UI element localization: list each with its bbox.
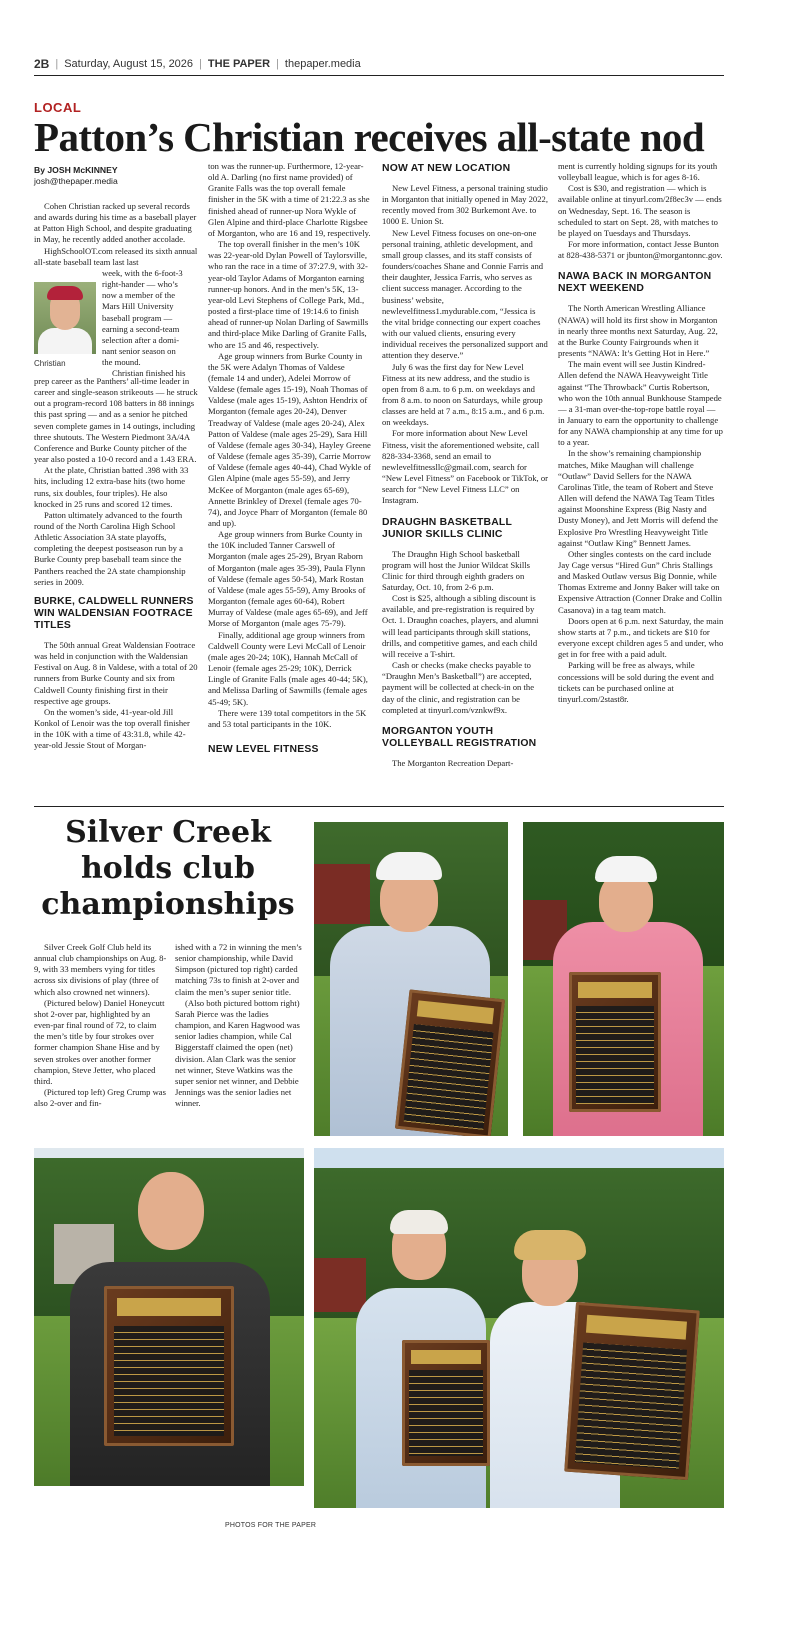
paragraph: (Pictured top left) Greg Crump was also 2-over and fin- [34, 1087, 166, 1109]
page-header [34, 57, 724, 75]
photo-ladies-champions [314, 1148, 724, 1508]
photo-face [138, 1172, 204, 1250]
paragraph: Cohen Christian racked up several records and awards during his time as a baseball player at Patton High School, and despite graduating in May, he recently added another accolade. [34, 201, 197, 245]
photo-senior-champion [314, 822, 508, 1136]
plaque-plate [411, 1350, 481, 1364]
wrap-line: baseball program — [102, 312, 173, 323]
photo-super-senior-champion [523, 822, 724, 1136]
byline [34, 165, 198, 176]
paragraph: (Pictured below) Daniel Honeycutt shot 2-over par, highlighted by an even-par final round of 72, to claim the men’s title by four strokes over former champion Shane Hise and by seven strokes over another former champion, Steve Jetter, who placed third. [34, 997, 165, 1086]
paragraph: Cost is $30, and registration — which is available online at tinyurl.com/2f8ec3v — ends on Wednesday, Sept. 16. The season is scheduled to start on Sept. 28, with matches to be played on Tuesdays and Thursdays. [558, 183, 722, 238]
plaque-plate [586, 1315, 686, 1340]
wrap-line: right-hander — who’s [102, 279, 178, 290]
plaque-nameplates [114, 1326, 223, 1436]
championship-plaque [569, 972, 661, 1112]
paragraph: The Morganton Recreation Depart- [392, 757, 514, 768]
subhead-new-level-fitness: NEW LEVEL FITNESS [208, 743, 319, 755]
paragraph: There were 139 total competitors in the 5K and 53 total participants in the 10K. [208, 707, 367, 729]
paragraph: Age group winners from Burke County in the 10K included Tanner Carswell of Morganton (male ages 25-29), Bryan Raborn of Morganton (male ages 35-39), Paula Flynn of Valdese (female ages 50-54), Mark Rostan of Valdese (male ages 55-59), Amy Brooks of Morganton (female ages 60-64), Robert Murray of Valdese (male ages 65-69), and Jeff Morse of Morganton (male ages 75-79). [208, 529, 368, 629]
paragraph: The North American Wrestling Alliance (NAWA) will hold its first show in Morganton in nearly three months next Saturday, Aug. 22, at the Burke County Fairgrounds when it presents “NAWA: It’s Getting Hot in Here.” [558, 303, 718, 359]
plaque-nameplates [403, 1024, 493, 1130]
subhead-runners: BURKE, CALDWELL RUNNERS WIN WALDENSIAN FOOTRACE TITLES [34, 595, 194, 631]
paragraph: The Draughn High School basketball program will host the Junior Wildcat Skills Clinic for third through eighth graders on Saturday, Oct. 10, from 2-6 p.m. [382, 548, 530, 592]
paragraph: Doors open at 6 p.m. next Saturday, the main show starts at 7 p.m., and tickets are $10 for everyone except children ages 5 and under, who get in for free with a paid adult. [558, 615, 724, 660]
article-headline: Patton’s Christian receives all-state nod [34, 114, 705, 160]
plaque-nameplates [409, 1370, 483, 1456]
paragraph: Age group winners from Burke County in the 5K were Adalyn Thomas of Valdese (female 14 and under), Adelei Morrow of Valdese (female ages 15-19), Noah Thomas of Valdese (male ages 15-19), Ashton Hendrix of Morganton (female ages 20-24), Denver Treadway of Valdese (male ages 20-24), Alex Patton of Valdese (male ages 25-29), Sara Hill of Valdese (female ages 30-34), Hayley Greene of Valdese (female ages 35-39), Carrie Morrow of Valdese (female ages 40-44), Chad Wykle of Glen Alpine (male ages 55-59), and Jerry McKee of Morganton (male ages 65-69), Annette Brinkley of Drexel (female ages 70-74), and Joyce Pharr of Morganton (female 80 and up). [208, 350, 371, 528]
article2-column-2 [175, 942, 305, 1109]
championship-plaque [104, 1286, 234, 1446]
wrap-line: the mound. [102, 357, 141, 368]
photo-mens-champion [34, 1148, 304, 1486]
paragraph: For more information about New Level Fitness, visit the aforementioned website, call 828-334-3368, send an email to newlevelfitnessllc@gmail.com, search for “New Level Fitness” on Facebook or TikTok, or search for “New Level Fitness LLC” on Instagram. [382, 428, 548, 506]
paragraph: prep career as the Panthers’ all-time leader in career and single-season strikeouts — he struck out a program-record 108 batters in 88 innings this past spring — and as a senior he pitched seven complete games in 14 outings, including three shutouts. The Western Piedmont 3A/4A Conference and Burke County pitcher of the year also posted a 10-0 record and a 1.43 ERA. [34, 375, 198, 465]
article-column-3 [382, 163, 548, 769]
championship-plaque [395, 989, 505, 1136]
issue-date: Saturday, August 15, 2026 [64, 58, 194, 70]
paragraph: July 6 was the first day for New Level Fitness at its new address, and the studio is open from 8 a.m. to 6 p.m. on weekdays and from 8 a.m. to noon on Saturdays, while group classes are held at 7 a.m., 8:15 a.m., and 6 p.m. on weekdays. [382, 361, 545, 428]
paragraph: ment is currently holding signups for its youth volleyball league, which is for ages 8-16. [558, 161, 718, 183]
header-separator: | [199, 58, 202, 70]
article-column-4 [558, 161, 724, 705]
header-separator: | [55, 58, 59, 70]
wrap-line: selection after a domi- [102, 334, 180, 345]
paragraph: Finally, additional age group winners from Caldwell County were Levi McCall of Lenoir (male ages 20-24; 10K), Hannah McCall of Lenoir (female ages 25-29; 10K), Derrick Lingle of Granite Falls (male ages 40-44; 5K), and Melissa Darling of Sawmills (female ages 45-49; 5K). [208, 629, 368, 707]
wrap-line: earning a second-team [102, 323, 180, 334]
wrap-line: nant senior season on [102, 346, 176, 357]
publication-site[interactable]: thepaper.media [284, 58, 361, 70]
paragraph: HighSchoolOT.com released its sixth annual all-state baseball team last last [34, 245, 198, 267]
paragraph: Patton ultimately advanced to the fourth round of the North Carolina High School Athletic Association 3A state playoffs, completing the deepest postseason run by a Burke County prep baseball team since the Panthers reached the 2A state championship series in 2009. [34, 509, 186, 587]
wrap-line: Christian finished his [112, 368, 186, 379]
wrap-line: week, with the 6-foot-3 [102, 267, 183, 278]
paragraph: The main event will see Justin Kindred-Allen defend the NAWA Heavyweight Title against “The Throwback” Curtis Robertson, who won the 10th annual Bunkhouse Stampede — a 31-man over-the-top-rope battle royal — in January to earn the opportunity to challenge for any NAWA championship at any time for up to a year. [558, 359, 723, 448]
paragraph: The top overall finisher in the men’s 10K was 22-year-old Dylan Powell of Taylorsville, who ran the race in a time of 37:27.9, with 32-year-old Taylor Adams of Morganton earning runner-up honors. And in the men’s 5K, 13-year-old Levi Stephens of College Park, Md., posted a first-place time of 19:14.6 to finish ahead of runner-up Nolan Darling of Sawmills and third-place Mike Darling of Granite Falls, who are 15 and 46, respectively. [208, 239, 369, 350]
wrapped-text [102, 268, 198, 380]
paragraph: Parking will be free as always, while concessions will be sold during the event and tickets can be purchased online at tinyurl.com/2stast8r. [558, 660, 714, 704]
photo-sunglasses [47, 286, 83, 300]
photo-shirt [38, 328, 92, 354]
photo-credit: PHOTOS FOR THE PAPER [225, 1522, 317, 1529]
article2-column-1 [34, 942, 168, 1109]
section-kicker: LOCAL [34, 100, 82, 115]
paragraph: Cost is $25, although a sibling discount is available, and pre-registration is required by Oct. 1. Draughn coaches, players, and alumni will lead participants through skill stations, drills, and competitive games, and each child will receive a T-shirt. [382, 593, 539, 659]
section-divider [34, 806, 724, 807]
photo-hair-right [514, 1230, 586, 1260]
paragraph: At the plate, Christian batted .398 with 33 hits, including 12 extra-base hits (two home runs, six doubles, four triples). He also knocked in 25 runs and scored 12 times. [34, 465, 189, 509]
plaque-plate [578, 982, 652, 998]
photo-hair-left [390, 1210, 448, 1234]
paragraph: Silver Creek Golf Club held its annual club championships on Aug. 8-9, with 33 members vying for titles across six divisions of play (three of which also crowned net winners). [34, 942, 167, 997]
page-number: 2B [34, 57, 50, 71]
plaque-plate [117, 1298, 221, 1316]
plaque-nameplates [575, 1342, 687, 1469]
championship-plaque-left [402, 1340, 490, 1466]
paragraph: On the women’s side, 41-year-old Jill Konkol of Lenoir was the top overall finisher in the 10K with a time of 43:31.8, while 42-year-old Jessie Stout of Morgan- [34, 706, 190, 751]
plaque-plate [416, 1000, 494, 1024]
wrap-line: now a member of the [102, 290, 176, 301]
byline-email[interactable]: josh@thepaper.media [34, 176, 118, 186]
paragraph: (Also both pictured bottom right) Sarah Pierce was the ladies champion, and Karen Hagwood was senior ladies champion, while Cal Biggerstaff claimed the open (net) division. Alan Clark was the senior net winner, Steve Watkins was the super senior net winner, and Debbie Jennings was the senior ladies net winner. [175, 997, 300, 1109]
subhead-new-location: NOW AT NEW LOCATION [382, 163, 511, 174]
paragraph: Cash or checks (make checks payable to “Draughn Men’s Basketball”) are accepted, payment will be collected at check-in on the day of the clinic, and registration can be completed at tinyurl.com/vznkwf9x. [382, 660, 535, 715]
paragraph: New Level Fitness focuses on one-on-one personal training, athletic development, and small group classes, and its staff consists of founders/coaches Shane and Connie Farris and their daughter, Jessica Farris, who serves as client success manager. According to the business’ website, newlevelfitness1.mydurable.com, “Jessica is the vital bridge connecting our expert coaches with our valued clients, ensuring every individual receives the personalized support and attention they deserve.” [382, 227, 548, 361]
wrap-line: Mars Hill University [102, 301, 174, 312]
photo-house [314, 864, 370, 924]
byline-name: By JOSH McKINNEY [34, 165, 118, 175]
photo-cap [376, 852, 442, 880]
paragraph: The 50th annual Great Waldensian Footrace was held in conjunction with the Waldensian Festival on Aug. 8 in Valdese, with a total of 20 runners from Burke County and six from Caldwell County finishing first in their respective age groups. [34, 639, 198, 706]
subhead-draughn: DRAUGHN BASKETBALL JUNIOR SKILLS CLINIC [382, 516, 512, 540]
subhead-nawa: NAWA BACK IN MORGANTON NEXT WEEKEND [558, 271, 712, 295]
paragraph: New Level Fitness, a personal training studio in Morganton that initially opened in May 2022, recently moved from 302 Burkemont Ave. to 1000 E. Union St. [382, 183, 548, 227]
paragraph: Other singles contests on the card include Jay Cage versus “Hired Gun” Chris Stallings and Masked Outlaw versus Big Donnie, while Thomas Extreme and Jonny Baker will take on Expensive Attraction (Conner Drake and Collin Casanova) in a tag team match. [558, 548, 722, 615]
publication-name: THE PAPER [207, 58, 271, 70]
photo-cap [595, 856, 657, 882]
photo-house [314, 1258, 366, 1312]
championship-plaque-right [564, 1302, 700, 1480]
article-column-2 [208, 161, 372, 764]
athlete-portrait-photo [34, 282, 96, 354]
paragraph: In the show’s remaining championship matches, Mike Maughan will challenge “Outlaw” David Sellers for the NAWA Carolinas Title, the team of Robert and Steve Allen will defend the NAWA Tag Team Titles against Moonshine Express (Big Nasty and Dusty Money), and Jett Morris will defend the Explosive Pro Wrestling Heavyweight Title against “Outlaw King” Bennett James. [558, 448, 718, 548]
paragraph: For more information, contact Jesse Bunton at 828-438-5371 or jbunton@morgantonnc.gov. [558, 239, 723, 261]
plaque-nameplates [576, 1006, 653, 1104]
header-rule [34, 75, 724, 76]
header-separator: | [276, 58, 279, 70]
subhead-youth-volleyball: MORGANTON YOUTH VOLLEYBALL REGISTRATION [382, 725, 537, 749]
article-column-1 [34, 165, 198, 751]
paragraph: ton was the runner-up. Furthermore, 12-year-old A. Darling (no first name provided) of Granite Falls was the top overall female finisher in the 5K with a time of 21:22.3 as she finished ahead of runner-up Nora Wykle of Glen Alpine and third-place Charlotte Rigsbee of Morganton, who are 16 and 19, respectively. [208, 161, 371, 238]
paragraph: ished with a 72 in winning the men’s senior championship, while David Simpson (pictured top right) carded matching 73s to finish at 2-over and claim the men’s super senior title. [175, 942, 302, 997]
article2-headline: Silver Creek holds club championships [41, 815, 295, 922]
photo-caption: Christian [34, 359, 66, 368]
